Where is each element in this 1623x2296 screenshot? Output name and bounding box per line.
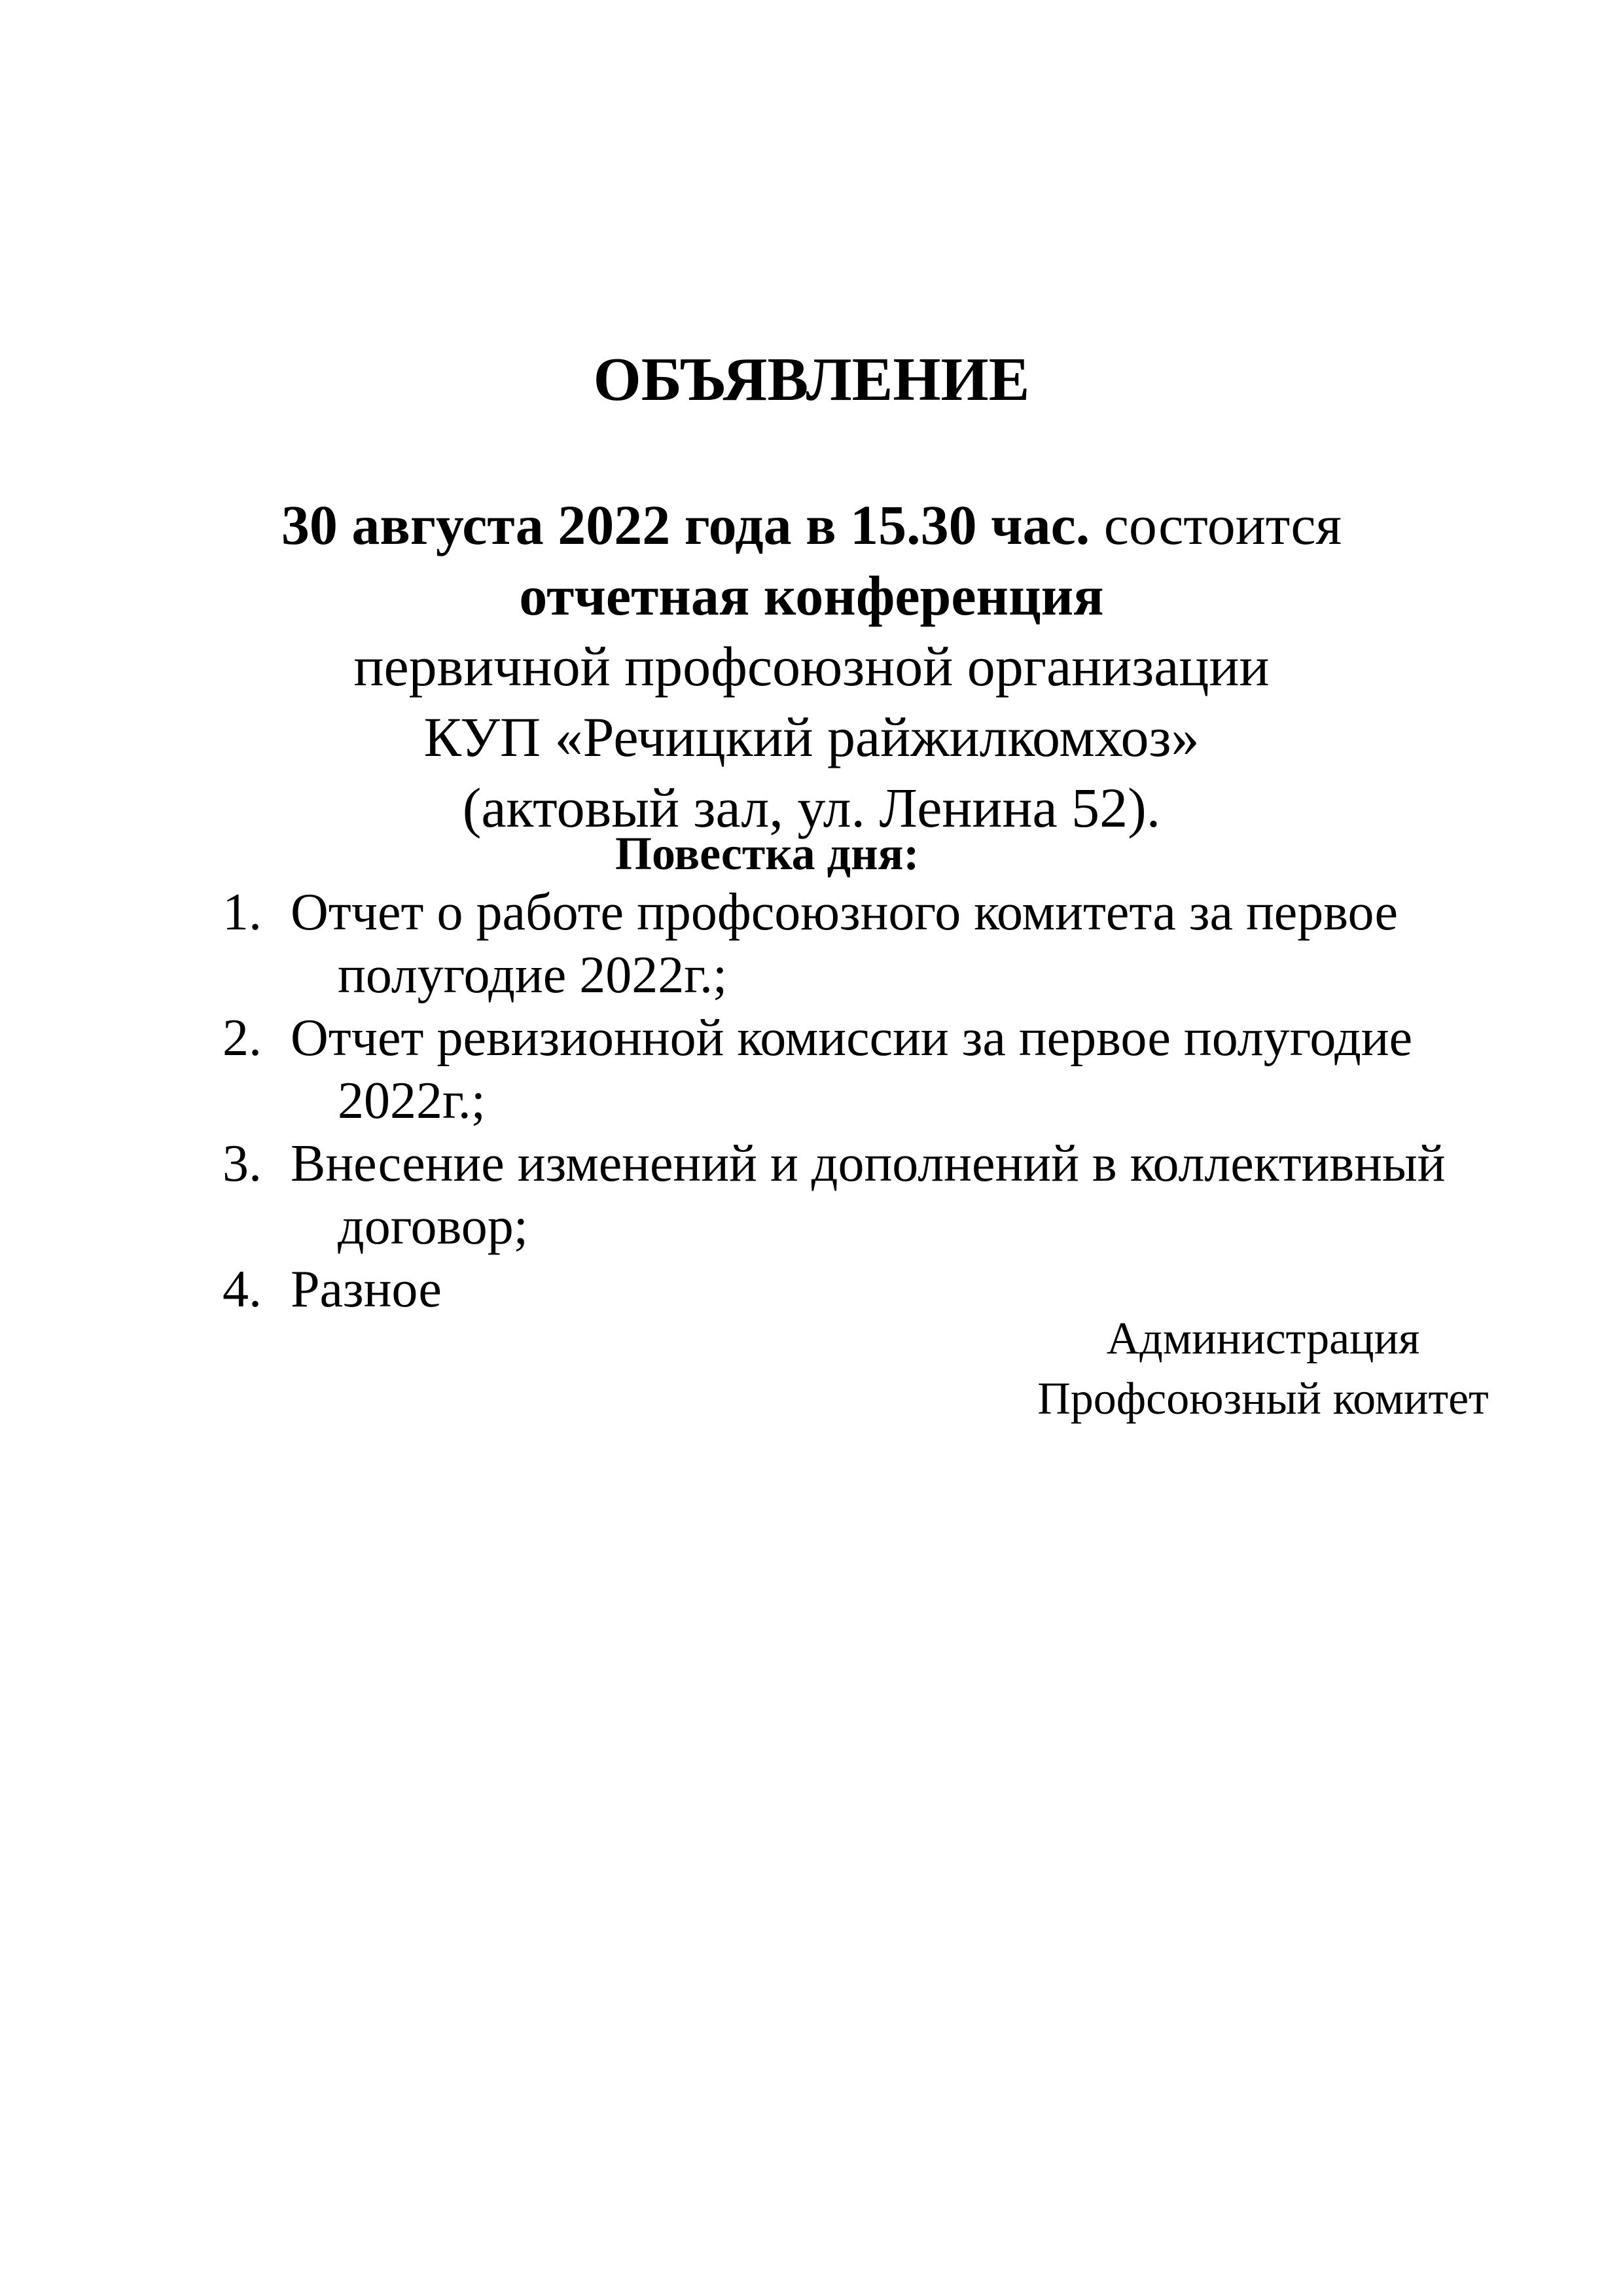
signature-block — [969, 1309, 1558, 1429]
agenda-heading: Повестка дня: — [615, 827, 919, 880]
agenda-item-continuation: 2022г.; — [338, 1072, 486, 1130]
agenda-item-line: Отчет о работе профсоюзного комитета за первое — [291, 884, 1398, 941]
announcement-verb: состоится — [1090, 493, 1342, 556]
announcement-company: КУП «Речицкий райжилкомхоз» — [423, 706, 1200, 768]
announcement-event: отчетная конференция — [519, 564, 1104, 627]
announcement-first-line — [0, 490, 1623, 560]
signature-trade-union-committee: Профсоюзный комитет — [1037, 1374, 1489, 1424]
agenda-list — [223, 881, 1531, 1321]
agenda-item-line: Внесение изменений и дополнений в коллективный — [291, 1135, 1446, 1193]
agenda-item-text — [291, 1007, 1412, 1132]
signature-administration: Администрация — [1106, 1314, 1420, 1364]
agenda-item — [223, 881, 1531, 1007]
agenda-item-text — [291, 881, 1398, 1007]
agenda-item — [223, 1132, 1531, 1258]
agenda-item-number: 1. — [223, 884, 262, 941]
announcement-organization: первичной профсоюзной организации — [353, 635, 1270, 698]
agenda-item-line: Отчет ревизионной комиссии за первое полугодие — [291, 1009, 1413, 1067]
agenda-item-continuation: полугодие 2022г.; — [338, 946, 728, 1004]
agenda-item-number: 3. — [223, 1135, 262, 1193]
announcement-date-time: 30 августа 2022 года в 15.30 час. — [281, 493, 1090, 556]
agenda-item-text — [291, 1258, 442, 1321]
agenda-item-number: 4. — [223, 1261, 262, 1318]
agenda-item-text — [291, 1132, 1446, 1258]
announcement-block — [0, 490, 1623, 843]
agenda-item — [223, 1007, 1531, 1132]
announcement-location: (актовый зал, ул. Ленина 52). — [462, 776, 1161, 839]
document-title: ОБЪЯВЛЕНИЕ — [593, 346, 1030, 414]
agenda-item-line: Разное — [291, 1261, 442, 1318]
agenda-item-continuation: договор; — [338, 1198, 528, 1255]
agenda-item-number: 2. — [223, 1009, 262, 1067]
